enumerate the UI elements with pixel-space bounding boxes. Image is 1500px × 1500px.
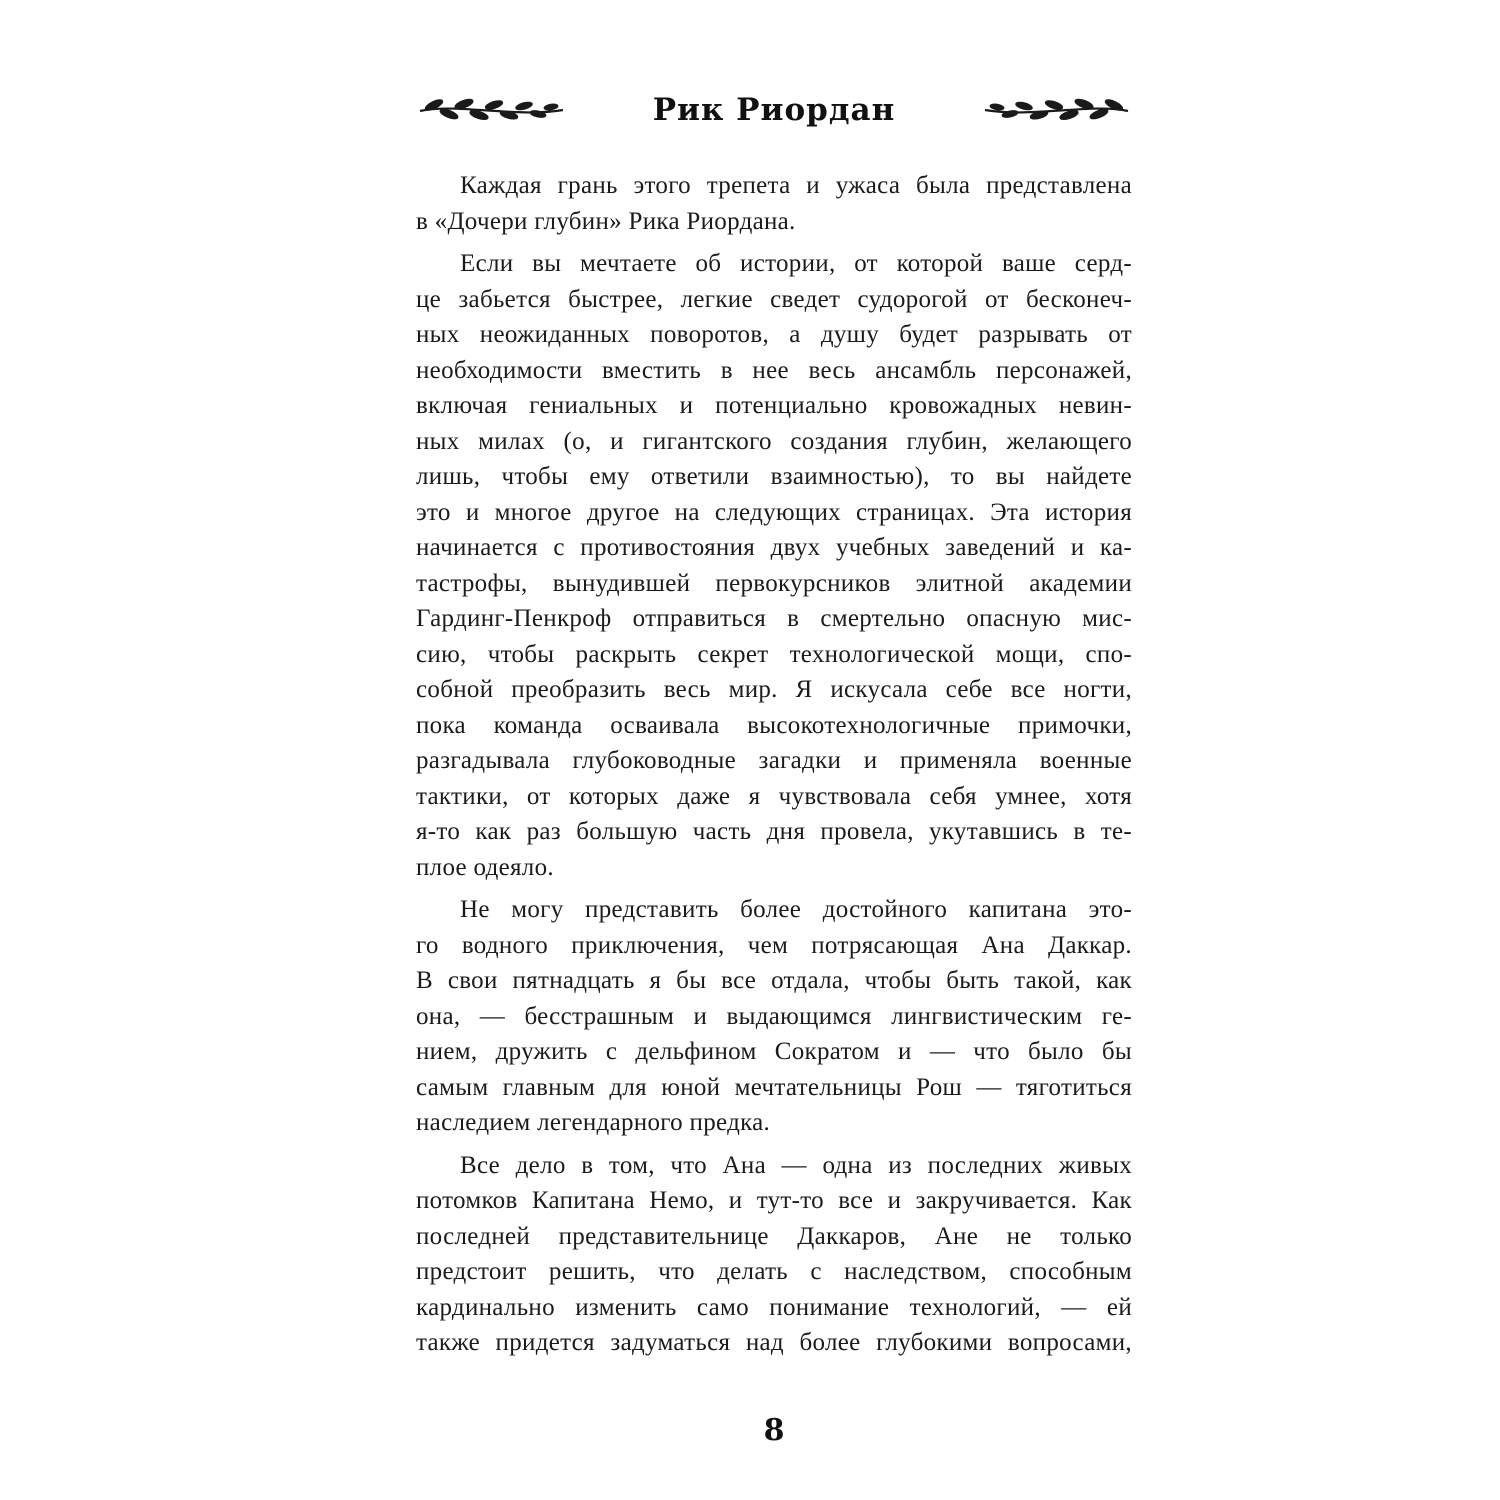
left-vine-ornament-icon: [416, 95, 566, 125]
body-text: [416, 168, 1132, 1361]
text-line: в «Дочери глубин» Рика Риордана.: [416, 207, 796, 235]
right-vine-ornament-icon: [982, 95, 1132, 125]
text-line: начинается с противостояния двух учебных заведений и ка-: [416, 534, 1132, 561]
text-line: пока команда осваивала высокотехнологичные примочки,: [416, 711, 1132, 739]
running-head-author: Рик Риордан: [652, 92, 896, 128]
text-line: це забьется быстрее, легкие сведет судорогой от бесконеч-: [416, 285, 1132, 313]
text-line: предстоит решить, что делать с наследством, способным: [416, 1258, 1132, 1285]
text-line: это и многое другое на следующих страницах. Эта история: [416, 498, 1132, 526]
text-line: нием, дружить с дельфином Сократом и — что было бы: [416, 1038, 1132, 1065]
text-line: также придется задуматься над более глубокими вопросами,: [416, 1329, 1132, 1356]
text-line: Если вы мечтаете об истории, от которой ваше серд-: [460, 250, 1132, 277]
page-number: 8: [763, 1412, 785, 1448]
text-line: Все дело в том, что Ана — одна из последних живых: [460, 1151, 1132, 1179]
text-line: ных милах (о, и гигантского создания глубин, желающего: [416, 427, 1132, 455]
text-line: Каждая грань этого трепета и ужаса была представлена: [460, 172, 1132, 199]
text-line: я-то как раз большую часть дня провела, укутавшись в те-: [416, 818, 1132, 845]
text-line: последней представительнице Даккаров, Ане не только: [416, 1222, 1132, 1250]
text-line: разгадывала глубоководные загадки и применяла военные: [416, 747, 1132, 774]
text-line: наследием легендарного предка.: [416, 1109, 771, 1136]
text-line: кардинально изменить само понимание технологий, — ей: [416, 1293, 1132, 1321]
text-line: собной преобразить весь мир. Я искусала себе все ногти,: [416, 676, 1132, 703]
text-line: тактики, от которых даже я чувствовала себя умнее, хотя: [416, 782, 1132, 810]
running-header: [416, 88, 1132, 132]
text-line: она, — бесстрашным и выдающимся лингвистическим ге-: [416, 1002, 1132, 1030]
paragraph-4: [416, 1148, 1132, 1361]
text-line: ных неожиданных поворотов, а душу будет разрывать от: [416, 321, 1132, 348]
paragraph-1: [416, 168, 1132, 239]
text-line: Гардинг-Пенкроф отправиться в смертельно опасную мис-: [416, 605, 1132, 632]
paragraph-2: [416, 246, 1132, 885]
text-line: тастрофы, вынудившей первокурсников элитной академии: [416, 569, 1132, 597]
text-line: го водного приключения, чем потрясающая Ана Даккар.: [416, 931, 1132, 959]
text-line: необходимости вместить в нее весь ансамбль персонажей,: [416, 356, 1132, 384]
text-line: В свои пятнадцать я бы все отдала, чтобы быть такой, как: [416, 967, 1132, 994]
text-line: потомков Капитана Немо, и тут-то все и закручивается. Как: [416, 1187, 1132, 1214]
text-line: сию, чтобы раскрыть секрет технологической мощи, спо-: [416, 640, 1132, 668]
page-content-column: [416, 88, 1132, 1448]
text-line: плое одеяло.: [416, 853, 554, 881]
paragraph-3: [416, 892, 1132, 1141]
text-line: лишь, чтобы ему ответили взаимностью), то вы найдете: [416, 463, 1132, 490]
text-line: самым главным для юной мечтательницы Рош — тяготиться: [416, 1073, 1132, 1101]
text-line: Не могу представить более достойного капитана это-: [460, 896, 1132, 923]
text-line: включая гениальных и потенциально кровожадных невин-: [416, 392, 1132, 419]
